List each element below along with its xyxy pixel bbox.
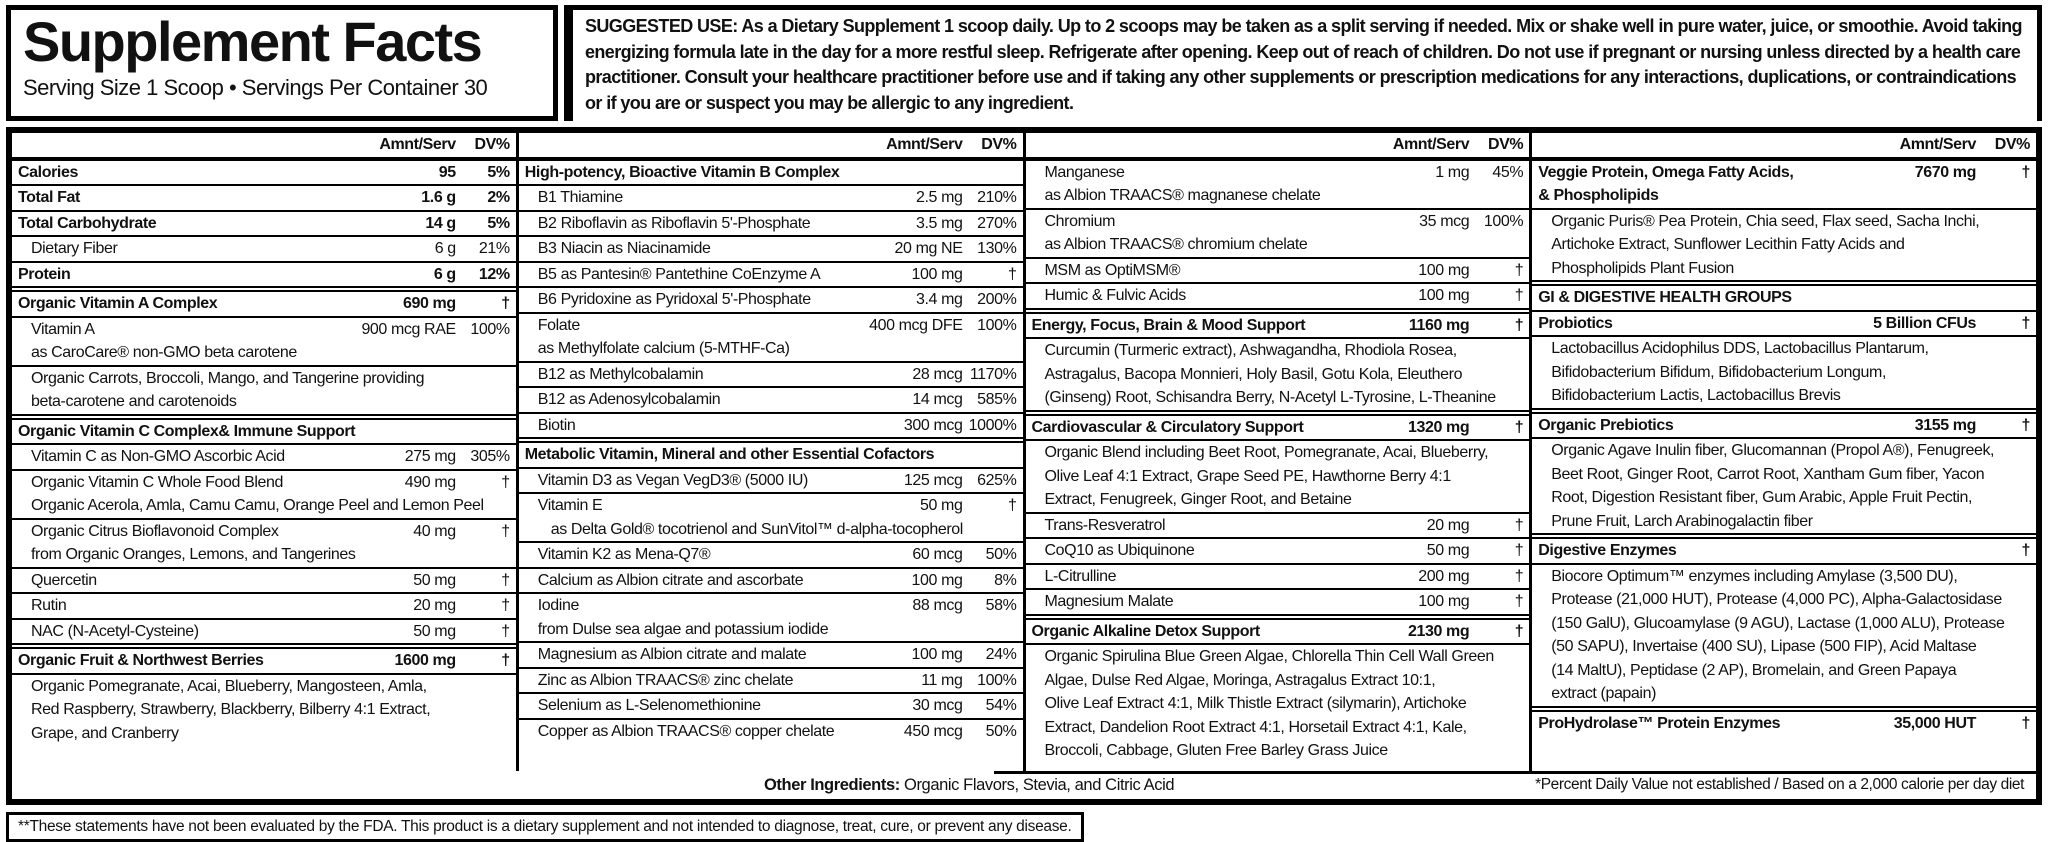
- table-row: [1026, 614, 1530, 644]
- table-row: [519, 235, 1023, 261]
- table-row: [1532, 208, 2036, 281]
- ingredient-name: ProHydrolase™ Protein Enzymes: [1538, 714, 1781, 732]
- ingredient-sublabel: (14 MaltU), Peptidase (2 AP), Bromelain, and Green Papaya: [1551, 661, 1957, 679]
- table-row: [12, 184, 516, 210]
- ingredient-dv: 2%: [487, 189, 510, 206]
- ingredient-dv: 100%: [977, 671, 1017, 689]
- ingredient-name: Rutin: [31, 597, 67, 614]
- table-row: [12, 518, 516, 567]
- ingredient-sublabel: Artichoke Extract, Sunflower Lecithin Fatty Acids and: [1551, 236, 1905, 253]
- table-row: [12, 365, 516, 414]
- table-row: [519, 718, 1023, 744]
- ingredient-name: Vitamin K2 as Mena-Q7®: [537, 546, 711, 563]
- ingredient-dv: 1170%: [969, 365, 1017, 383]
- ingredient-amount: 50 mg: [413, 622, 456, 640]
- ingredient-name: Magnesium as Albion citrate and malate: [537, 646, 807, 663]
- ingredient-dv: †: [2021, 163, 2030, 181]
- ingredient-amount: 35,000 HUT: [1893, 714, 1976, 732]
- column-header-row: [12, 133, 516, 161]
- other-ingredients-text: Organic Flavors, Stevia, and Citric Acid: [899, 775, 1175, 794]
- table-row: [1026, 439, 1530, 512]
- ingredient-amount: 100 mg: [1418, 261, 1470, 279]
- facts-column: [12, 133, 516, 771]
- ingredient-amount: 11 mg: [921, 671, 963, 689]
- ingredient-sublabel: Beet Root, Ginger Root, Carrot Root, Xantham Gum fiber, Yacon: [1551, 465, 1985, 483]
- ingredient-sublabel: Organic Puris® Pea Protein, Chia seed, Flax seed, Sacha Inchi,: [1551, 212, 1980, 230]
- ingredient-dv: †: [1514, 418, 1524, 436]
- table-row: [12, 643, 516, 673]
- ingredient-dv: 585%: [977, 391, 1017, 408]
- amount-header-label: Amnt/Serv: [1392, 136, 1470, 153]
- dv-header-label: DV%: [981, 136, 1017, 153]
- ingredient-amount: 40 mg: [413, 522, 456, 540]
- ingredient-name: Dietary Fiber: [31, 240, 118, 257]
- ingredient-dv: †: [501, 522, 510, 540]
- ingredient-dv: †: [1514, 622, 1524, 640]
- other-ingredients-label: Other Ingredients:: [764, 775, 900, 794]
- ingredient-name: Energy, Focus, Brain & Mood Support: [1031, 316, 1306, 334]
- ingredient-amount: 20 mg: [413, 597, 456, 614]
- ingredient-dv: 12%: [478, 265, 510, 283]
- table-row: [519, 312, 1023, 361]
- table-row: [12, 161, 516, 185]
- ingredient-sublabel: from Dulse sea algae and potassium iodide: [537, 620, 829, 638]
- ingredient-dv: †: [2021, 542, 2030, 559]
- bottom-strip: [12, 771, 2036, 799]
- ingredient-sublabel: Bifidobacterium Bifidum, Bifidobacterium Longum,: [1551, 363, 1886, 381]
- ingredient-name: CoQ10 as Ubiquinone: [1044, 542, 1195, 559]
- ingredient-sublabel: Algae, Dulse Red Algae, Moringa, Astragalus Extract 10:1,: [1044, 671, 1436, 689]
- ingredient-amount: 2130 mg: [1408, 622, 1470, 640]
- ingredient-amount: 1600 mg: [394, 652, 456, 669]
- table-row: [1026, 257, 1530, 283]
- column-header-row: [1532, 133, 2036, 161]
- ingredient-amount: 100 mg: [911, 646, 963, 663]
- ingredient-dv: 625%: [977, 471, 1017, 489]
- ingredient-name: Veggie Protein, Omega Fatty Acids,: [1538, 163, 1794, 181]
- table-row: [1532, 533, 2036, 563]
- ingredient-dv: 270%: [977, 214, 1017, 232]
- ingredient-dv: 21%: [478, 240, 510, 257]
- table-row: [519, 641, 1023, 667]
- ingredient-amount: 30 mcg: [912, 697, 963, 714]
- table-row: [519, 412, 1023, 438]
- ingredient-amount: 7670 mg: [1914, 163, 1976, 181]
- dv-header-label: DV%: [1487, 136, 1524, 153]
- ingredient-name: Biotin: [537, 416, 576, 434]
- ingredient-sublabel: Broccoli, Cabbage, Gluten Free Barley Grass Juice: [1044, 742, 1388, 759]
- ingredient-name: Protein: [18, 265, 71, 283]
- ingredient-amount: 3.5 mg: [915, 214, 963, 232]
- ingredient-dv: †: [501, 622, 510, 640]
- ingredient-dv: †: [1514, 316, 1524, 334]
- table-row: [1532, 280, 2036, 310]
- ingredient-amount: 2.5 mg: [915, 189, 963, 206]
- ingredient-name: Organic Vitamin C Whole Food Blend: [31, 473, 284, 491]
- table-row: [519, 667, 1023, 693]
- ingredient-sublabel: Lactobacillus Acidophilus DDS, Lactobacillus Plantarum,: [1551, 340, 1929, 357]
- table-row: [1532, 706, 2036, 736]
- column-header-row: [519, 133, 1023, 161]
- ingredient-name: Vitamin D3 as Vegan VegD3® (5000 IU): [537, 471, 808, 489]
- ingredient-name: Folate: [537, 316, 580, 334]
- table-row: [1026, 161, 1530, 208]
- facts-column: [1023, 133, 1530, 771]
- table-row: [1026, 588, 1530, 614]
- table-row: [1532, 408, 2036, 438]
- ingredient-amount: 100 mg: [1418, 287, 1470, 304]
- table-row: [519, 386, 1023, 412]
- table-row: [1026, 337, 1530, 410]
- ingredient-dv: †: [2021, 416, 2030, 434]
- ingredient-amount: 200 mg: [1418, 567, 1470, 585]
- ingredient-dv: †: [1514, 287, 1524, 304]
- ingredient-amount: 5 Billion CFUs: [1873, 314, 1976, 332]
- ingredient-amount: 690 mg: [403, 295, 456, 312]
- ingredient-name: B2 Riboflavin as Riboflavin 5'-Phosphate: [537, 214, 811, 232]
- table-row: [519, 592, 1023, 641]
- ingredient-sublabel: beta-carotene and carotenoids: [31, 393, 237, 410]
- table-row: [1532, 161, 2036, 208]
- ingredient-amount: 300 mcg: [903, 416, 963, 434]
- table-row: [519, 184, 1023, 210]
- table-row: [519, 692, 1023, 718]
- ingredient-name: Cardiovascular & Circulatory Support: [1031, 418, 1304, 436]
- ingredient-name: B12 as Adenosylcobalamin: [537, 391, 721, 408]
- table-row: [12, 592, 516, 618]
- table-row: [519, 361, 1023, 387]
- fda-disclaimer-text: **These statements have not been evaluated by the FDA. This product is a dietary supplement and not intended to diagnose, treat, cure, or prevent any disease.: [18, 818, 1072, 835]
- ingredient-dv: 50%: [985, 546, 1017, 563]
- ingredient-amount: 60 mcg: [912, 546, 963, 563]
- ingredient-sublabel: Olive Leaf Extract 4:1, Milk Thistle Extract (silymarin), Artichoke: [1044, 695, 1467, 712]
- suggested-use: [573, 5, 2042, 121]
- ingredient-name: Calcium as Albion citrate and ascorbate: [537, 571, 804, 589]
- table-row: [12, 210, 516, 236]
- ingredient-sublabel: Organic Spirulina Blue Green Algae, Chlorella Thin Cell Wall Green: [1044, 648, 1494, 665]
- ingredient-dv: †: [501, 571, 510, 589]
- ingredient-dv: †: [1514, 593, 1524, 610]
- ingredient-amount: 100 mg: [911, 571, 963, 589]
- ingredient-dv: †: [2021, 314, 2030, 332]
- ingredient-amount: 88 mcg: [912, 597, 963, 614]
- table-row: [12, 414, 516, 444]
- ingredient-sublabel: Root, Digestion Resistant fiber, Gum Arabic, Apple Fruit Pectin,: [1551, 489, 1973, 506]
- ingredient-name: & Phospholipids: [1538, 187, 1659, 204]
- ingredient-amount: 400 mcg DFE: [869, 316, 963, 334]
- table-row: [1532, 335, 2036, 408]
- ingredient-amount: 6 g: [433, 265, 456, 283]
- ingredient-sublabel: Extract, Fenugreek, Ginger Root, and Betaine: [1044, 491, 1352, 508]
- table-row: [12, 673, 516, 746]
- table-row: [519, 210, 1023, 236]
- ingredient-dv: †: [501, 597, 510, 614]
- ingredient-name: B3 Niacin as Niacinamide: [537, 240, 711, 257]
- facts-column: [1529, 133, 2036, 771]
- other-ingredients: [764, 776, 1174, 795]
- serving-info: Serving Size 1 Scoop • Servings Per Container 30: [23, 75, 488, 100]
- table-row: [1026, 563, 1530, 589]
- ingredient-dv: 24%: [985, 646, 1017, 663]
- table-row: [1026, 282, 1530, 308]
- ingredient-name: Magnesium Malate: [1044, 593, 1174, 610]
- table-row: [12, 567, 516, 593]
- ingredient-dv: 100%: [1483, 212, 1524, 230]
- ingredient-sublabel: as CaroCare® non-GMO beta carotene: [31, 344, 297, 361]
- ingredient-dv: †: [501, 295, 510, 312]
- table-row: [1026, 308, 1530, 338]
- ingredient-name: Organic Fruit & Northwest Berries: [18, 652, 264, 669]
- ingredient-amount: 1160 mg: [1408, 316, 1470, 334]
- label-header: [6, 5, 2042, 121]
- ingredient-amount: 14 g: [425, 214, 456, 232]
- ingredient-amount: 50 mg: [920, 497, 963, 514]
- ingredient-name: GI & DIGESTIVE HEALTH GROUPS: [1538, 289, 1792, 306]
- table-row: [1532, 437, 2036, 533]
- ingredient-sublabel: Organic Pomegranate, Acai, Blueberry, Mangosteen, Amla,: [31, 677, 427, 695]
- ingredient-name: Total Carbohydrate: [18, 214, 157, 232]
- ingredient-amount: 450 mcg: [903, 722, 963, 740]
- ingredient-dv: 5%: [487, 163, 510, 181]
- ingredient-name: L-Citrulline: [1044, 567, 1117, 585]
- table-row: [12, 261, 516, 287]
- suggested-use-label: SUGGESTED USE:: [585, 16, 738, 36]
- ingredient-sublabel: (Ginseng) Root, Schisandra Berry, N-Acetyl L-Tyrosine, L-Theanine: [1044, 389, 1496, 406]
- ingredient-amount: 50 mg: [413, 571, 456, 589]
- ingredient-sublabel: (150 GalU), Glucoamylase (9 AGU), Lactase (1,000 ALU), Protease: [1551, 614, 2005, 632]
- ingredient-amount: 3155 mg: [1914, 416, 1976, 434]
- ingredient-amount: 35 mcg: [1419, 212, 1470, 230]
- ingredient-amount: 20 mg: [1426, 516, 1470, 534]
- table-row: [1532, 310, 2036, 336]
- fda-disclaimer-box: [6, 812, 1084, 842]
- ingredient-sublabel: as Delta Gold® tocotrienol and SunVitol™ d-alpha-tocopherol: [550, 520, 963, 538]
- ingredient-sublabel: Protease (21,000 HUT), Protease (4,000 PC), Alpha-Galactosidase: [1551, 591, 2002, 608]
- ingredient-amount: 1320 mg: [1408, 418, 1470, 436]
- ingredient-name: High-potency, Bioactive Vitamin B Complex: [524, 163, 840, 181]
- ingredient-name: Iodine: [537, 597, 579, 614]
- ingredient-sublabel: Phospholipids Plant Fusion: [1551, 259, 1734, 277]
- ingredient-dv: †: [1008, 497, 1017, 514]
- table-row: [1026, 208, 1530, 257]
- ingredient-name: Vitamin E: [537, 497, 603, 514]
- ingredient-amount: 125 mcg: [903, 471, 963, 489]
- ingredient-dv: 305%: [470, 448, 510, 465]
- ingredient-dv: 45%: [1492, 163, 1524, 181]
- ingredient-name: Selenium as L-Selenomethionine: [537, 697, 761, 714]
- table-row: [12, 443, 516, 469]
- table-row: [519, 261, 1023, 287]
- ingredient-amount: 14 mcg: [912, 391, 963, 408]
- table-row: [519, 161, 1023, 185]
- ingredient-dv: 1000%: [968, 416, 1017, 434]
- ingredient-name: Total Fat: [18, 189, 80, 206]
- table-row: [519, 567, 1023, 593]
- ingredient-name: Organic Alkaline Detox Support: [1031, 622, 1260, 640]
- ingredient-name: Vitamin C as Non-GMO Ascorbic Acid: [31, 448, 285, 465]
- ingredient-amount: 20 mg NE: [894, 240, 963, 257]
- ingredient-amount: 275 mg: [404, 448, 456, 465]
- ingredient-sublabel: from Organic Oranges, Lemons, and Tangerines: [31, 546, 356, 563]
- ingredient-dv: †: [501, 652, 510, 669]
- ingredient-name: Organic Citrus Bioflavonoid Complex: [31, 522, 279, 540]
- ingredient-dv: 200%: [977, 291, 1017, 308]
- ingredient-amount: 50 mg: [1426, 542, 1470, 559]
- ingredient-dv: 58%: [985, 597, 1017, 614]
- ingredient-name: B12 as Methylcobalamin: [537, 365, 704, 383]
- ingredient-name: Organic Vitamin A Complex: [18, 295, 218, 312]
- suggested-use-text: As a Dietary Supplement 1 scoop daily. Up to 2 scoops may be taken as a split serving if needed. Mix or shake well in pure water, juice, or smoothie. Avoid taking energizing formula late in the day for a more restful sleep. Refrigerate after opening. Keep out of reach of children. Do not use if pregnant or nursing unless directed by a health care practitioner. Consult your healthcare practitioner before use and if taking any other supplements or prescription medications for any interactions, duplications, or contraindications or if you are or suspect you may be allergic to any ingredient.: [585, 16, 2022, 113]
- table-row: [1026, 643, 1530, 763]
- table-row: [1026, 537, 1530, 563]
- ingredient-sublabel: Organic Blend including Beet Root, Pomegranate, Acai, Blueberry,: [1044, 444, 1489, 461]
- ingredient-dv: †: [1008, 265, 1017, 283]
- ingredient-sublabel: as Albion TRAACS® magnanese chelate: [1044, 187, 1321, 204]
- ingredient-name: B6 Pyridoxine as Pyridoxal 5'-Phosphate: [537, 291, 811, 308]
- page-title: Supplement Facts: [23, 10, 482, 73]
- ingredient-dv: 5%: [487, 214, 510, 232]
- facts-column: [516, 133, 1023, 771]
- ingredient-amount: 1.6 g: [421, 189, 456, 206]
- ingredient-name: Vitamin A: [31, 320, 95, 338]
- ingredient-name: Zinc as Albion TRAACS® zinc chelate: [537, 671, 794, 689]
- ingredient-dv: †: [1514, 261, 1524, 279]
- ingredient-name: Calories: [18, 163, 78, 181]
- ingredient-amount: 95: [438, 163, 456, 181]
- ingredient-dv: †: [1514, 567, 1524, 585]
- ingredient-name: Organic Vitamin C Complex& Immune Support: [18, 422, 356, 440]
- amount-header-label: Amnt/Serv: [1899, 136, 1976, 153]
- ingredient-sublabel: as Methylfolate calcium (5-MTHF-Ca): [537, 340, 790, 357]
- ingredient-dv: 100%: [977, 316, 1017, 334]
- ingredient-name: MSM as OptiMSM®: [1044, 261, 1181, 279]
- ingredient-amount: 3.4 mg: [915, 291, 963, 308]
- ingredient-name: B5 as Pantesin® Pantethine CoEnzyme A: [537, 265, 821, 283]
- ingredient-sublabel: Astragalus, Bacopa Monnieri, Holy Basil, Gotu Kola, Eleuthero: [1044, 365, 1463, 383]
- table-row: [519, 467, 1023, 493]
- ingredient-dv: 130%: [977, 240, 1017, 257]
- ingredient-sublabel: Curcumin (Turmeric extract), Ashwagandha, Rhodiola Rosea,: [1044, 342, 1457, 359]
- ingredient-name: B1 Thiamine: [537, 189, 623, 206]
- ingredient-sublabel: Prune Fruit, Larch Arabinogalactin fiber: [1551, 512, 1813, 530]
- table-row: [12, 235, 516, 261]
- dv-header-label: DV%: [474, 136, 510, 153]
- ingredient-name: NAC (N-Acetyl-Cysteine): [31, 622, 199, 640]
- ingredient-dv: †: [501, 473, 510, 491]
- dv-footnote: *Percent Daily Value not established / Based on a 2,000 calorie per day diet: [1535, 776, 2024, 793]
- ingredient-amount: 6 g: [434, 240, 456, 257]
- column-header-row: [1026, 133, 1530, 161]
- table-row: [12, 316, 516, 365]
- table-row: [1026, 410, 1530, 440]
- ingredient-amount: 28 mcg: [912, 365, 963, 383]
- ingredient-name: Chromium: [1044, 212, 1116, 230]
- ingredient-dv: †: [1514, 542, 1524, 559]
- ingredient-amount: 1 mg: [1435, 163, 1470, 181]
- header-divider: [564, 5, 573, 121]
- ingredient-name: Metabolic Vitamin, Mineral and other Essential Cofactors: [524, 446, 935, 463]
- ingredient-amount: 100 mg: [1418, 593, 1470, 610]
- table-row: [519, 541, 1023, 567]
- table-row: [12, 618, 516, 644]
- ingredient-sublabel: Grape, and Cranberry: [31, 724, 179, 742]
- table-row: [1026, 512, 1530, 538]
- ingredient-sublabel: Organic Acerola, Amla, Camu Camu, Orange Peel and Lemon Peel: [31, 497, 484, 514]
- table-row: [519, 286, 1023, 312]
- ingredient-dv: 100%: [470, 320, 510, 338]
- ingredient-name: Manganese: [1044, 163, 1125, 181]
- table-row: [1532, 563, 2036, 706]
- ingredient-name: Trans-Resveratrol: [1044, 516, 1166, 534]
- ingredient-sublabel: extract (papain): [1551, 685, 1657, 702]
- ingredient-dv: 50%: [985, 722, 1017, 740]
- ingredient-dv: 8%: [994, 571, 1017, 589]
- ingredient-dv: †: [2021, 714, 2030, 732]
- ingredient-amount: 100 mg: [911, 265, 963, 283]
- ingredient-amount: 900 mcg RAE: [361, 320, 456, 338]
- ingredient-sublabel: (50 SAPU), Invertaise (400 SU), Lipase (500 FIP), Acid Maltase: [1551, 638, 1977, 655]
- ingredient-dv: 54%: [985, 697, 1017, 714]
- ingredient-sublabel: Biocore Optimum™ enzymes including Amylase (3,500 DU),: [1551, 567, 1958, 585]
- ingredient-sublabel: Bifidobacterium Lactis, Lactobacillus Brevis: [1551, 387, 1841, 404]
- ingredient-dv: 210%: [977, 189, 1017, 206]
- ingredient-dv: †: [1514, 516, 1524, 534]
- facts-table: [6, 127, 2042, 805]
- ingredient-sublabel: Red Raspberry, Strawberry, Blackberry, Bilberry 4:1 Extract,: [31, 701, 431, 718]
- dv-header-label: DV%: [1994, 136, 2030, 153]
- ingredient-name: Quercetin: [31, 571, 97, 589]
- amount-header-label: Amnt/Serv: [379, 136, 456, 153]
- ingredient-name: Humic & Fulvic Acids: [1044, 287, 1186, 304]
- ingredient-amount: 490 mg: [404, 473, 456, 491]
- ingredient-sublabel: Organic Agave Inulin fiber, Glucomannan (Propol A®), Fenugreek,: [1551, 442, 1995, 459]
- table-row: [519, 437, 1023, 467]
- table-row: [519, 492, 1023, 541]
- ingredient-name: Organic Prebiotics: [1538, 416, 1674, 434]
- title-box: [6, 5, 558, 121]
- amount-header-label: Amnt/Serv: [886, 136, 963, 153]
- ingredient-name: Probiotics: [1538, 314, 1613, 332]
- ingredient-sublabel: Extract, Dandelion Root Extract 4:1, Horsetail Extract 4:1, Kale,: [1044, 718, 1467, 736]
- ingredient-sublabel: Organic Carrots, Broccoli, Mango, and Tangerine providing: [31, 369, 425, 387]
- ingredient-name: Copper as Albion TRAACS® copper chelate: [537, 722, 835, 740]
- ingredient-sublabel: as Albion TRAACS® chromium chelate: [1044, 236, 1308, 253]
- table-row: [12, 286, 516, 316]
- facts-columns: [12, 133, 2036, 771]
- table-row: [12, 469, 516, 518]
- ingredient-name: Digestive Enzymes: [1538, 542, 1677, 559]
- ingredient-sublabel: Olive Leaf 4:1 Extract, Grape Seed PE, Hawthorne Berry 4:1: [1044, 467, 1451, 485]
